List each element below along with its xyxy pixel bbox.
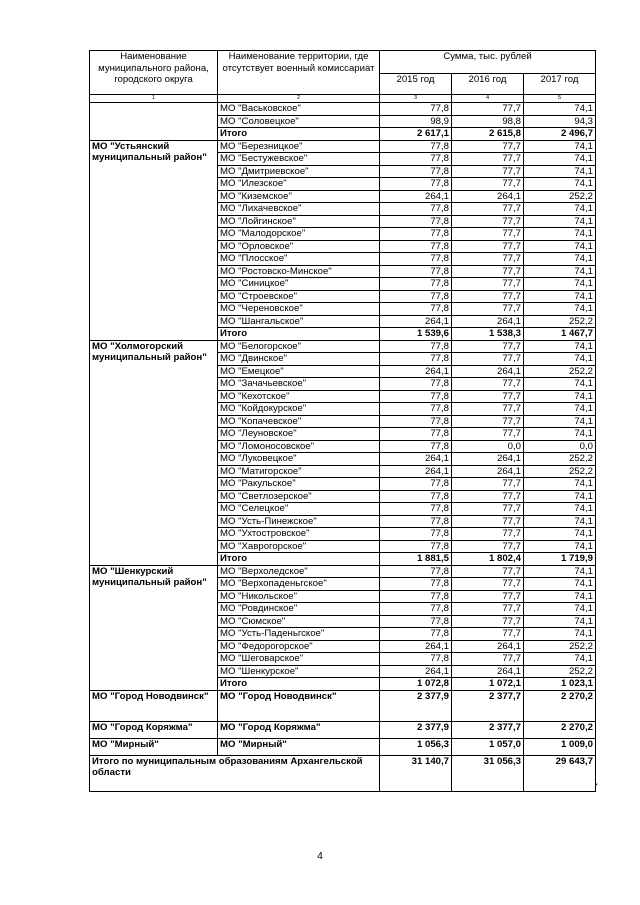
grand-total-2017: 29 643,7 [524, 755, 596, 791]
value-2017: 74,1 [524, 278, 596, 291]
territory-name: МО "Васьковское" [218, 103, 380, 116]
district-cell: МО "Город Новодвинск" [90, 690, 218, 721]
value-2016: 77,7 [452, 265, 524, 278]
value-2015: 77,8 [380, 578, 452, 591]
value-2017: 74,1 [524, 215, 596, 228]
value-2017: 0,0 [524, 440, 596, 453]
value-2017: 74,1 [524, 228, 596, 241]
header-territory: Наименование территории, где отсутствует военный комиссариат [218, 51, 380, 95]
value-2015: 264,1 [380, 315, 452, 328]
value-2017: 74,1 [524, 540, 596, 553]
territory-name: МО "Луковецкое" [218, 453, 380, 466]
value-2017: 74,1 [524, 340, 596, 353]
page-number: 4 [317, 851, 323, 862]
territory-name: МО "Город Новодвинск" [218, 690, 380, 721]
value-2015: 77,8 [380, 253, 452, 266]
value-2015: 77,8 [380, 290, 452, 303]
value-2015: 264,1 [380, 465, 452, 478]
territory-name: МО "Копачевское" [218, 415, 380, 428]
value-2016: 77,7 [452, 290, 524, 303]
value-2017: 252,2 [524, 465, 596, 478]
territory-name: МО "Леуновское" [218, 428, 380, 441]
value-2016: 264,1 [452, 315, 524, 328]
territory-name: МО "Усть-Паденьгское" [218, 628, 380, 641]
value-2015: 77,8 [380, 615, 452, 628]
value-2015: 77,8 [380, 503, 452, 516]
value-2017: 74,1 [524, 140, 596, 153]
header-2016: 2016 год [452, 74, 524, 95]
value-2017: 74,1 [524, 615, 596, 628]
territory-name: МО "Ростовско-Минское" [218, 265, 380, 278]
value-2015: 77,8 [380, 378, 452, 391]
territory-name: МО "Шангальское" [218, 315, 380, 328]
budget-table [89, 50, 596, 792]
total-label: Итого [218, 678, 380, 691]
grand-total-2015: 31 140,7 [380, 755, 452, 791]
value-2015: 77,8 [380, 278, 452, 291]
value-2016: 264,1 [452, 365, 524, 378]
value-2015: 77,8 [380, 390, 452, 403]
col-number: 4 [452, 95, 524, 103]
value-2017: 74,1 [524, 353, 596, 366]
territory-name: МО "Светлозерское" [218, 490, 380, 503]
value-2017: 74,1 [524, 490, 596, 503]
value-2016: 77,7 [452, 578, 524, 591]
col-number: 5 [524, 95, 596, 103]
value-2017: 74,1 [524, 403, 596, 416]
value-2015: 98,9 [380, 115, 452, 128]
total-2015: 1 072,8 [380, 678, 452, 691]
value-2015: 264,1 [380, 665, 452, 678]
value-2015: 77,8 [380, 165, 452, 178]
value-2017: 2 270,2 [524, 690, 596, 721]
value-2017: 74,1 [524, 103, 596, 116]
territory-name: МО "Ухтостровское" [218, 528, 380, 541]
value-2017: 74,1 [524, 240, 596, 253]
territory-name: МО "Верхоледское" [218, 565, 380, 578]
value-2016: 77,7 [452, 428, 524, 441]
total-2016: 1 802,4 [452, 553, 524, 566]
value-2016: 264,1 [452, 665, 524, 678]
value-2017: 74,1 [524, 503, 596, 516]
territory-name: МО "Кехотское" [218, 390, 380, 403]
table-row [90, 140, 596, 153]
value-2015: 77,8 [380, 403, 452, 416]
col-number: 3 [380, 95, 452, 103]
value-2016: 77,7 [452, 478, 524, 491]
value-2015: 77,8 [380, 140, 452, 153]
value-2016: 77,7 [452, 153, 524, 166]
value-2017: 252,2 [524, 315, 596, 328]
total-2016: 1 538,3 [452, 328, 524, 341]
value-2017: 74,1 [524, 428, 596, 441]
value-2017: 74,1 [524, 565, 596, 578]
value-2016: 77,7 [452, 203, 524, 216]
col-number: 2 [218, 95, 380, 103]
value-2017: 74,1 [524, 165, 596, 178]
value-2016: 77,7 [452, 653, 524, 666]
value-2017: 252,2 [524, 365, 596, 378]
value-2016: 0,0 [452, 440, 524, 453]
value-2017: 252,2 [524, 640, 596, 653]
single-district-row [90, 690, 596, 721]
value-2015: 77,8 [380, 203, 452, 216]
value-2017: 74,1 [524, 590, 596, 603]
district-cell [90, 103, 218, 141]
value-2017: 74,1 [524, 290, 596, 303]
district-cell: МО "Шенкурский муниципальный район" [90, 565, 218, 690]
value-2015: 77,8 [380, 440, 452, 453]
table-row [90, 340, 596, 353]
territory-name: МО "Малодорское" [218, 228, 380, 241]
total-2016: 1 072,1 [452, 678, 524, 691]
value-2016: 77,7 [452, 303, 524, 316]
value-2016: 77,7 [452, 515, 524, 528]
header-district: Наименование муниципального района, городского округа [90, 51, 218, 95]
district-cell: МО "Холмогорский муниципальный район" [90, 340, 218, 565]
value-2015: 77,8 [380, 428, 452, 441]
territory-name: МО "Бестужевское" [218, 153, 380, 166]
value-2016: 77,7 [452, 140, 524, 153]
value-2016: 77,7 [452, 215, 524, 228]
value-2017: 74,1 [524, 390, 596, 403]
header-sum: Сумма, тыс. рублей [380, 51, 596, 74]
value-2016: 77,7 [452, 378, 524, 391]
col-number: 1 [90, 95, 218, 103]
value-2015: 77,8 [380, 478, 452, 491]
territory-name: МО "Усть-Пинежское" [218, 515, 380, 528]
value-2016: 77,7 [452, 615, 524, 628]
territory-name: МО "Шеговарское" [218, 653, 380, 666]
value-2017: 74,1 [524, 153, 596, 166]
header-2015: 2015 год [380, 74, 452, 95]
value-2017: 252,2 [524, 665, 596, 678]
territory-name: МО "Лихачевское" [218, 203, 380, 216]
value-2016: 77,7 [452, 228, 524, 241]
territory-name: МО "Синицкое" [218, 278, 380, 291]
value-2017: 74,1 [524, 515, 596, 528]
value-2015: 77,8 [380, 565, 452, 578]
value-2016: 77,7 [452, 490, 524, 503]
value-2017: 252,2 [524, 453, 596, 466]
header-2017: 2017 год [524, 74, 596, 95]
value-2015: 77,8 [380, 265, 452, 278]
value-2016: 77,7 [452, 540, 524, 553]
territory-name: МО "Матигорское" [218, 465, 380, 478]
value-2017: 74,1 [524, 628, 596, 641]
value-2015: 77,8 [380, 353, 452, 366]
territory-name: МО "Ломоносовское" [218, 440, 380, 453]
value-2015: 77,8 [380, 240, 452, 253]
value-2017: 74,1 [524, 378, 596, 391]
value-2016: 77,7 [452, 390, 524, 403]
value-2017: 74,1 [524, 253, 596, 266]
territory-name: МО "Койдокурское" [218, 403, 380, 416]
value-2016: 77,7 [452, 503, 524, 516]
territory-name: МО "Белогорское" [218, 340, 380, 353]
value-2015: 2 377,9 [380, 721, 452, 738]
territory-name: МО "Орловское" [218, 240, 380, 253]
value-2015: 77,8 [380, 303, 452, 316]
total-2015: 1 539,6 [380, 328, 452, 341]
district-cell: МО "Устьянский муниципальный район" [90, 140, 218, 340]
value-2015: 77,8 [380, 528, 452, 541]
value-2015: 77,8 [380, 653, 452, 666]
value-2016: 264,1 [452, 453, 524, 466]
district-cell: МО "Город Коряжма" [90, 721, 218, 738]
territory-name: МО "Хаврогорское" [218, 540, 380, 553]
value-2015: 2 377,9 [380, 690, 452, 721]
grand-total-label: Итого по муниципальным образованиям Архангельской области [90, 755, 380, 791]
total-2016: 2 615,8 [452, 128, 524, 141]
value-2017: 74,1 [524, 653, 596, 666]
territory-name: МО "Город Коряжма" [218, 721, 380, 738]
margin-mark: * [595, 783, 598, 790]
territory-name: МО "Березницкое" [218, 140, 380, 153]
territory-name: МО "Шенкурское" [218, 665, 380, 678]
value-2016: 77,7 [452, 240, 524, 253]
value-2017: 74,1 [524, 603, 596, 616]
territory-name: МО "Верхопаденьгское" [218, 578, 380, 591]
value-2017: 74,1 [524, 303, 596, 316]
value-2015: 77,8 [380, 228, 452, 241]
total-label: Итого [218, 128, 380, 141]
total-2017: 2 496,7 [524, 128, 596, 141]
value-2017: 74,1 [524, 578, 596, 591]
table-row [90, 103, 596, 116]
value-2015: 77,8 [380, 628, 452, 641]
value-2016: 77,7 [452, 178, 524, 191]
value-2016: 2 377,7 [452, 721, 524, 738]
value-2017: 94,3 [524, 115, 596, 128]
value-2016: 77,7 [452, 528, 524, 541]
territory-name: МО "Никольское" [218, 590, 380, 603]
territory-name: МО "Мирный" [218, 738, 380, 755]
territory-name: МО "Двинское" [218, 353, 380, 366]
value-2016: 77,7 [452, 403, 524, 416]
value-2015: 77,8 [380, 215, 452, 228]
value-2015: 77,8 [380, 603, 452, 616]
value-2015: 77,8 [380, 103, 452, 116]
value-2015: 77,8 [380, 490, 452, 503]
value-2015: 1 056,3 [380, 738, 452, 755]
territory-name: МО "Селецкое" [218, 503, 380, 516]
value-2015: 77,8 [380, 340, 452, 353]
single-district-row [90, 721, 596, 738]
district-cell: МО "Мирный" [90, 738, 218, 755]
value-2016: 77,7 [452, 353, 524, 366]
value-2015: 77,8 [380, 540, 452, 553]
total-2015: 2 617,1 [380, 128, 452, 141]
territory-name: МО "Ракульское" [218, 478, 380, 491]
value-2015: 264,1 [380, 365, 452, 378]
territory-name: МО "Емецкое" [218, 365, 380, 378]
grand-total-row [90, 755, 596, 791]
single-district-row [90, 738, 596, 755]
value-2015: 77,8 [380, 590, 452, 603]
value-2017: 74,1 [524, 203, 596, 216]
value-2017: 252,2 [524, 190, 596, 203]
value-2016: 77,7 [452, 628, 524, 641]
value-2016: 77,7 [452, 165, 524, 178]
value-2017: 74,1 [524, 478, 596, 491]
territory-name: МО "Киземское" [218, 190, 380, 203]
total-2015: 1 881,5 [380, 553, 452, 566]
territory-name: МО "Илезское" [218, 178, 380, 191]
value-2017: 2 270,2 [524, 721, 596, 738]
value-2015: 77,8 [380, 153, 452, 166]
value-2015: 77,8 [380, 415, 452, 428]
grand-total-2016: 31 056,3 [452, 755, 524, 791]
value-2016: 2 377,7 [452, 690, 524, 721]
value-2016: 264,1 [452, 190, 524, 203]
value-2015: 264,1 [380, 640, 452, 653]
value-2017: 74,1 [524, 178, 596, 191]
total-label: Итого [218, 553, 380, 566]
value-2017: 74,1 [524, 528, 596, 541]
territory-name: МО "Лойгинское" [218, 215, 380, 228]
territory-name: МО "Строевское" [218, 290, 380, 303]
value-2016: 264,1 [452, 465, 524, 478]
table-row [90, 565, 596, 578]
value-2017: 74,1 [524, 265, 596, 278]
total-2017: 1 719,9 [524, 553, 596, 566]
value-2016: 77,7 [452, 590, 524, 603]
value-2015: 264,1 [380, 453, 452, 466]
value-2016: 77,7 [452, 603, 524, 616]
value-2015: 77,8 [380, 515, 452, 528]
value-2017: 1 009,0 [524, 738, 596, 755]
territory-name: МО "Дмитриевское" [218, 165, 380, 178]
territory-name: МО "Зачачьевское" [218, 378, 380, 391]
total-2017: 1 467,7 [524, 328, 596, 341]
value-2016: 264,1 [452, 640, 524, 653]
value-2016: 77,7 [452, 278, 524, 291]
territory-name: МО "Федорогорское" [218, 640, 380, 653]
value-2015: 264,1 [380, 190, 452, 203]
territory-name: МО "Череновское" [218, 303, 380, 316]
value-2016: 77,7 [452, 565, 524, 578]
value-2016: 77,7 [452, 103, 524, 116]
value-2016: 77,7 [452, 253, 524, 266]
value-2016: 98,8 [452, 115, 524, 128]
territory-name: МО "Соловецкое" [218, 115, 380, 128]
value-2017: 74,1 [524, 415, 596, 428]
total-label: Итого [218, 328, 380, 341]
territory-name: МО "Ровдинское" [218, 603, 380, 616]
value-2016: 77,7 [452, 340, 524, 353]
value-2015: 77,8 [380, 178, 452, 191]
territory-name: МО "Сюмское" [218, 615, 380, 628]
value-2016: 77,7 [452, 415, 524, 428]
territory-name: МО "Плосское" [218, 253, 380, 266]
total-2017: 1 023,1 [524, 678, 596, 691]
value-2016: 1 057,0 [452, 738, 524, 755]
